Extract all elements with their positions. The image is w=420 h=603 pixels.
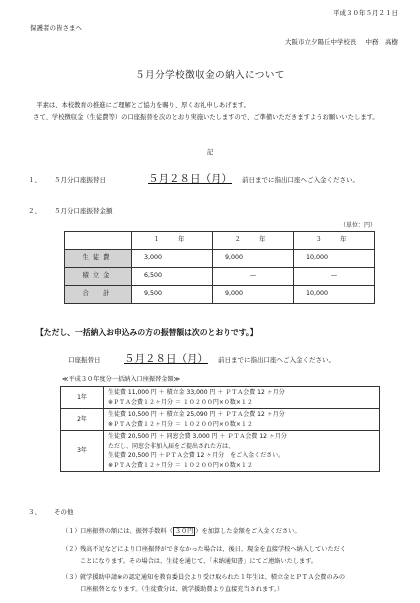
lump-sum-date: ５月２８日（月） (124, 353, 208, 365)
greeting-line-1: 平素は、本校教育の推進にご理解とご協力を賜り、厚くお礼申しあげます。 (36, 102, 250, 109)
detail-line: ただし、同窓会非加入届をご提出された方は、 (108, 442, 235, 450)
section-3 (28, 508, 74, 517)
table-row (61, 409, 380, 431)
column-header: １ 年 (132, 232, 213, 250)
row-label: 生徒費 (65, 250, 132, 268)
table-cell: — (294, 268, 375, 286)
section-2-number: ２、 (28, 207, 41, 215)
detail-line: 生徒費 20,500 円 ＋ＰＴＡ会費 12 ヶ月分 をご入金ください。 (108, 452, 285, 459)
lump-sum-date-line (68, 352, 335, 366)
other-item-3 (62, 572, 402, 595)
item-number: （１） (62, 528, 81, 535)
sender-name: 中務 高樹 (365, 38, 398, 46)
total-cell: 9,500 (132, 286, 213, 304)
ki-heading: 記 (206, 149, 214, 156)
table-cell: 6,500 (132, 268, 213, 286)
detail-line: 生徒費 20,500 円 ＋ 同窓会費 3,000 円 ＋ ＰＴＡ会費 12 ヶ月分 (108, 433, 287, 440)
sender-school: 大阪市立夕陽丘中学校長 (285, 38, 357, 46)
column-header: ２ 年 (213, 232, 294, 250)
section-1-number: １、 (28, 176, 41, 184)
lump-sum-note: 【ただし、一括納入お申込みの方の振替額は次のとおりです。】 (36, 328, 258, 337)
item-continuation: 口座振替となります。（生徒費分は、就学援助費より直接充当されます。） (80, 585, 284, 593)
section-1-label: ５月分口座振替日 (54, 176, 106, 184)
unit-label: （単位：円） (339, 222, 376, 229)
table-cell: 9,000 (213, 250, 294, 268)
year-cell: 1年 (61, 387, 104, 409)
fee-table-header (65, 232, 375, 250)
detail-cell (104, 409, 380, 431)
greeting-line-2: さて、学校徴収金（生徒費等）の口座振替を次のとおり実施いたしますので、ご準備いただきますようお願いいたします。 (33, 113, 379, 121)
section-3-label: その他 (54, 508, 74, 516)
fee-table-corner (65, 232, 132, 250)
item-text: ）を加算した金額をご入金ください。 (195, 528, 301, 535)
sender (285, 38, 398, 47)
table-row (65, 250, 375, 268)
column-header: ３ 年 (294, 232, 375, 250)
document-date: 平成３０年５月２１日 (333, 9, 398, 17)
table-cell: — (213, 268, 294, 286)
lump-sum-table-title: ≪平成３０年度分一括納入口座振替金額≫ (62, 376, 181, 383)
section-1 (28, 172, 359, 186)
year-cell: 2年 (61, 409, 104, 431)
row-label: 積立金 (65, 268, 132, 286)
table-cell: 10,000 (294, 250, 375, 268)
total-row (65, 286, 375, 304)
table-row (61, 387, 380, 409)
section-2 (28, 207, 113, 216)
item-number: （２） (62, 546, 81, 553)
lump-sum-date-label: 口座振替日 (68, 356, 101, 364)
addressee: 保護者の皆さまへ (30, 24, 82, 32)
section-1-text: 前日までに指出口座へご入金ください。 (242, 176, 359, 184)
item-continuation: ことになります。その場合は、生徒を通じて、「未納通知書」にてご連絡いたします。 (80, 557, 318, 565)
detail-cell (104, 431, 380, 472)
item-number: （３） (62, 574, 81, 581)
detail-line: 生徒費 11,000 円 ＋ 積立金 33,000 円 ＋ ＰＴＡ会費 12 ヶ月分 (108, 389, 285, 396)
detail-line: ※ＰＴＡ会費１２ヶ月分 ＝ １０２００円×０数×１２ (108, 461, 253, 469)
section-1-date: ５月２８日（月） (148, 173, 232, 185)
section-2-label: ５月分口座振替金額 (54, 207, 113, 215)
detail-line: ※ＰＴＡ会費１２ヶ月分 ＝ １０２００円×０数×１２ (108, 420, 253, 428)
other-item-2 (62, 544, 402, 567)
table-row (65, 268, 375, 286)
item-text: 口座振替の額には、振替手数料（ (80, 528, 173, 535)
greeting (30, 100, 390, 123)
total-label: 合 計 (65, 286, 132, 304)
detail-line: ※ＰＴＡ会費１２ヶ月分 ＝ １０２００円×０数×１２ (108, 398, 253, 406)
table-cell: 3,000 (132, 250, 213, 268)
section-3-number: ３、 (28, 508, 41, 516)
document-title: ５月分学校徴収金の納入について (135, 70, 285, 81)
total-cell: 9,000 (213, 286, 294, 304)
item-text: 残高不足などにより口座振替ができなかった場合は、後日、現金を直接学校へ納入していただく (80, 546, 347, 553)
item-text: 就学援助申請※の認定通知を教育委員会より受け取られた１年生は、積立金とＰＴＡ会費のみの (80, 574, 346, 581)
fee-amount-box: ３０円 (174, 528, 194, 535)
detail-line: 生徒費 10,500 円 ＋ 積立金 25,090 円 ＋ ＰＴＡ会費 12 ヶ月分 (108, 411, 285, 418)
lump-sum-date-text: 前日までに指出口座へご入金ください。 (218, 356, 335, 364)
year-cell: 3年 (61, 431, 104, 472)
other-item-1 (62, 526, 402, 538)
fee-table (64, 231, 375, 304)
lump-sum-table (60, 386, 380, 472)
detail-cell (104, 387, 380, 409)
total-cell: 10,000 (294, 286, 375, 304)
table-row (61, 431, 380, 472)
